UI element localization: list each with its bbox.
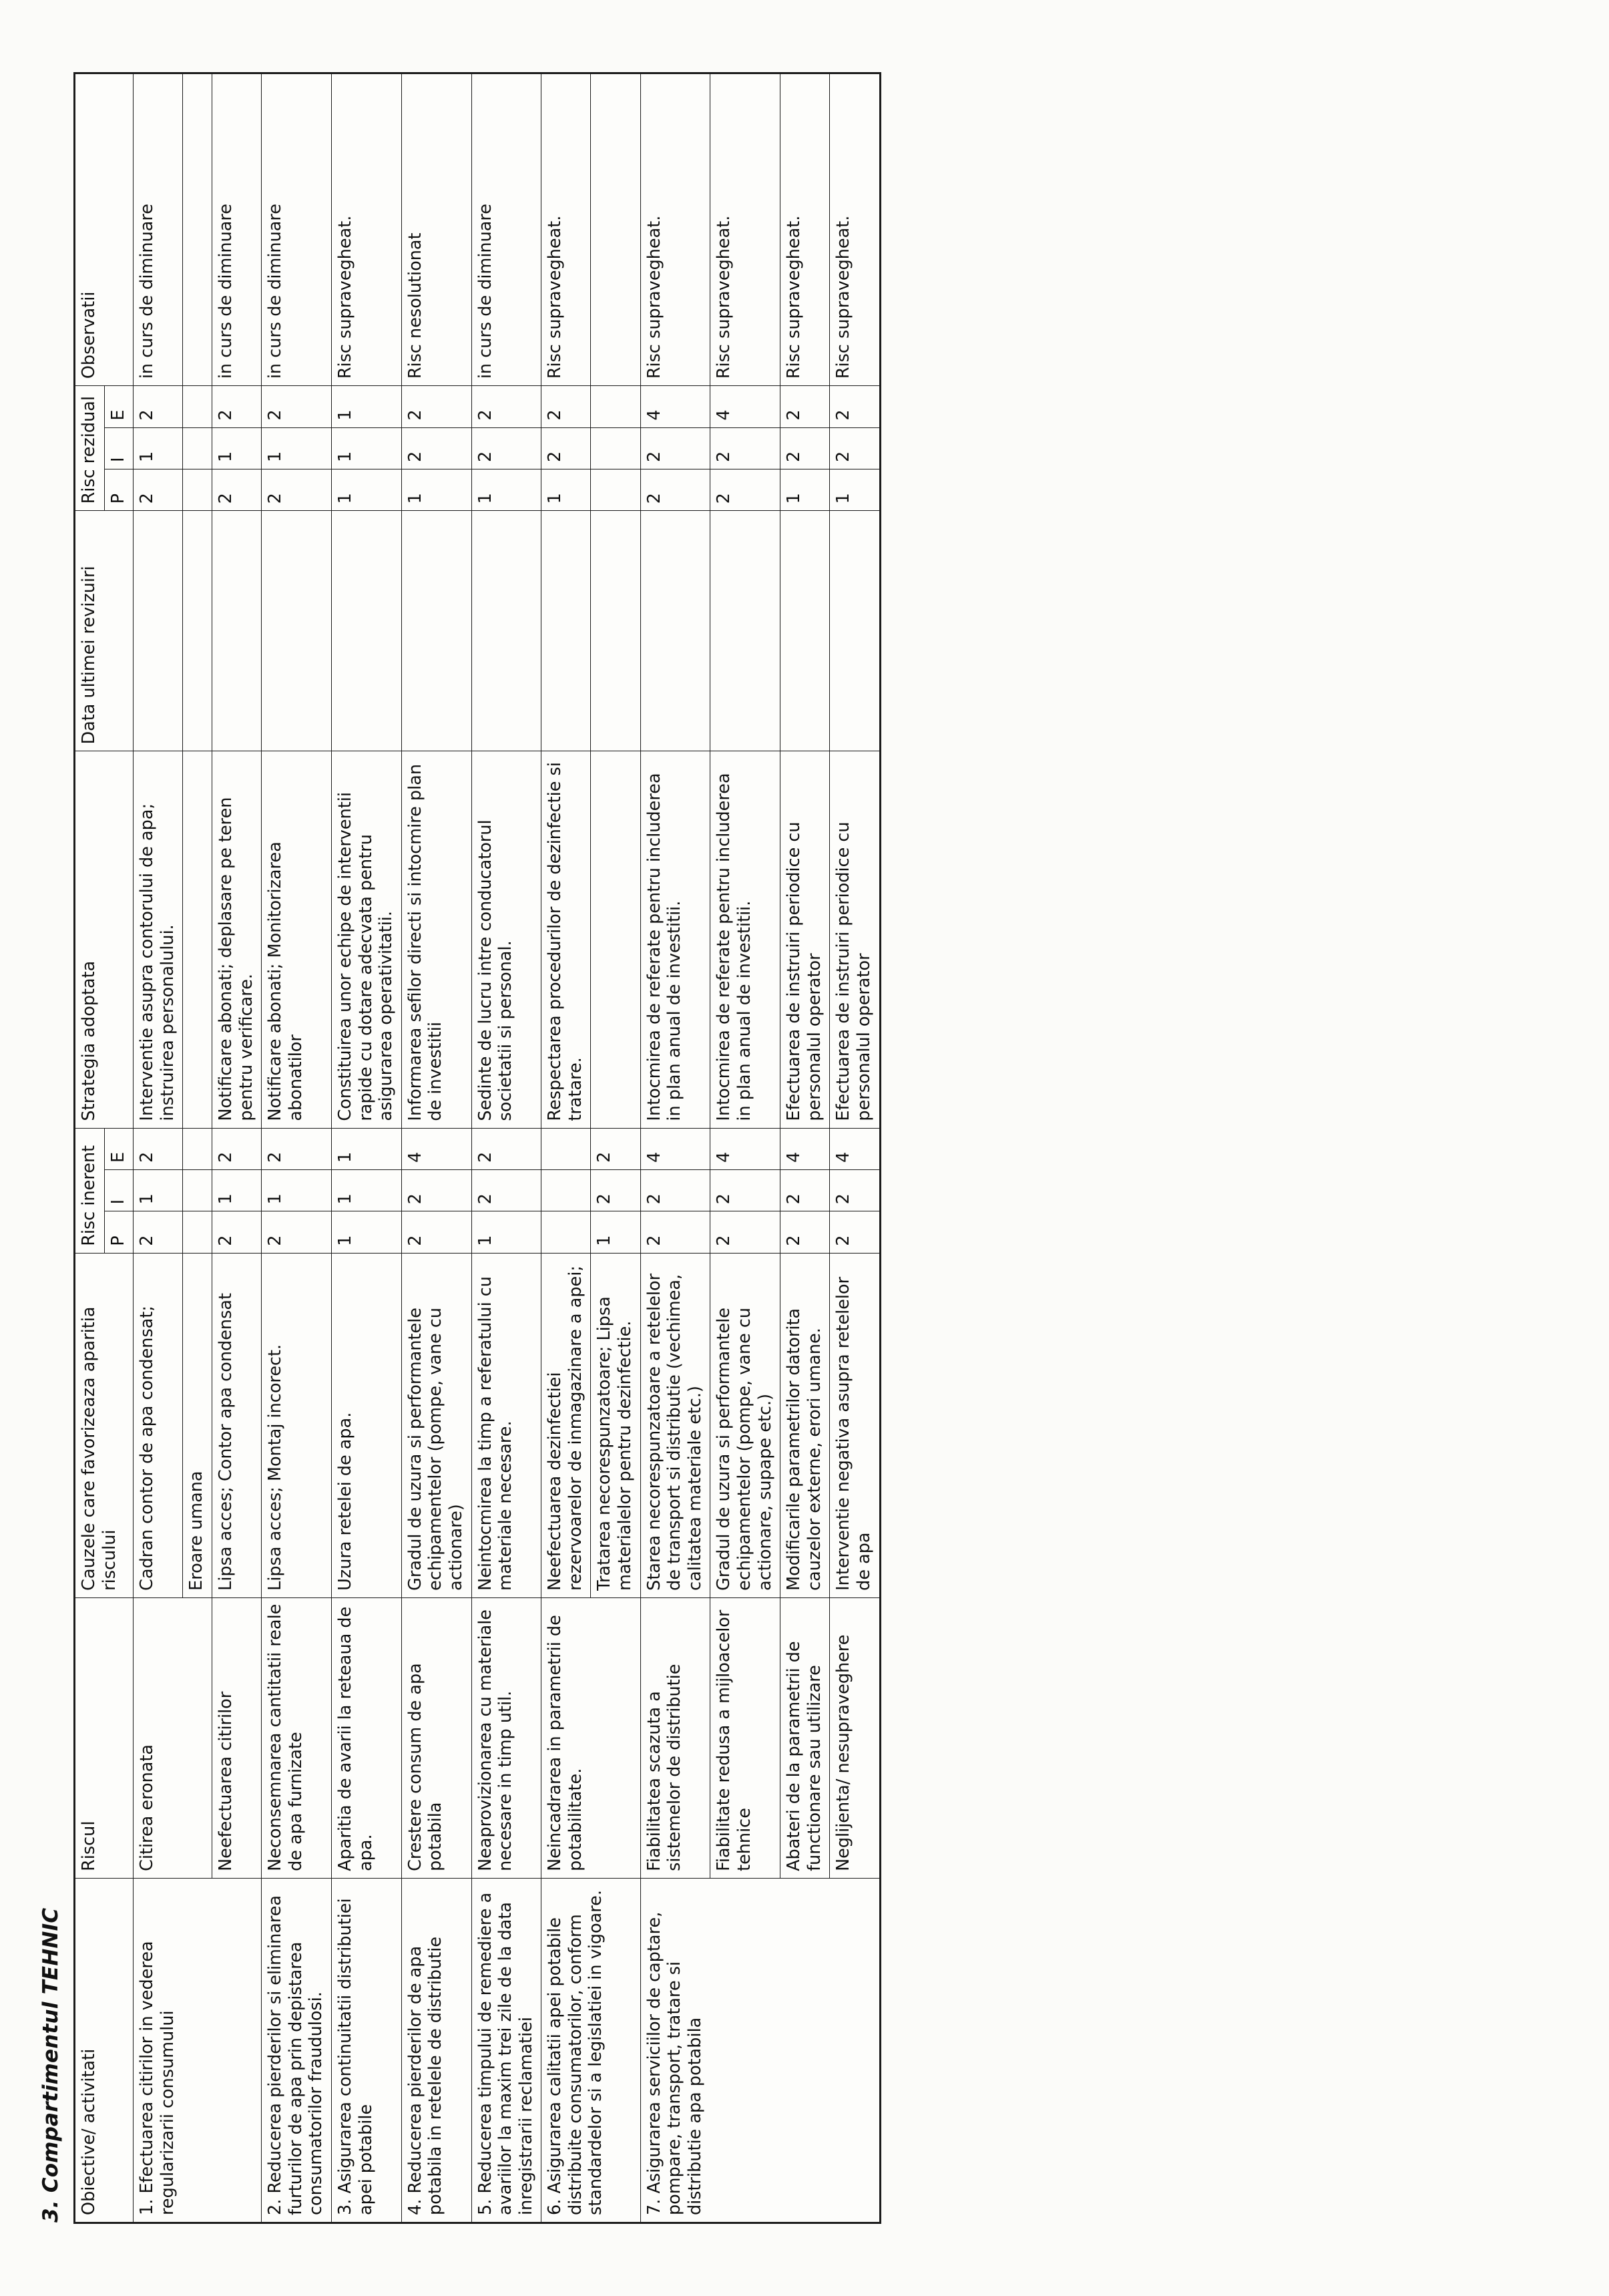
cell-observation: in curs de diminuare (134, 73, 183, 386)
cell-inherent-e: 2 (591, 1128, 640, 1169)
cell-inherent-p: 2 (401, 1211, 471, 1253)
cell-observation: Risc supravegheat. (780, 73, 830, 386)
cell-inherent-e: 2 (471, 1128, 541, 1169)
cell-inherent-i: 2 (640, 1169, 710, 1211)
cell-last-revision (541, 511, 591, 751)
cell-residual-e: 2 (401, 386, 471, 427)
cell-cause: Neintocmirea la timp a referatului cu materiale necesare. (471, 1253, 541, 1597)
cell-inherent-p: 2 (134, 1211, 183, 1253)
cell-last-revision (401, 511, 471, 751)
cell-last-revision (830, 511, 880, 751)
cell-inherent-i: 1 (331, 1169, 401, 1211)
cell-cause: Lipsa acces; Contor apa condensat (212, 1253, 261, 1597)
cell-strategy: Sedinte de lucru intre conducatorul societatii si personal. (471, 751, 541, 1128)
cell-residual-p (183, 469, 212, 511)
cell-inherent-p: 2 (830, 1211, 880, 1253)
cell-objective: 7. Asigurarea serviciilor de captare, pompare, transport, tratare si distributie apa potabila (640, 1878, 880, 2223)
table-row (471, 73, 541, 2223)
cell-risk: Crestere consum de apa potabila (401, 1597, 471, 1878)
cell-strategy: Notificare abonati; deplasare pe teren pentru verificare. (212, 751, 261, 1128)
cell-risk: Citirea eronata (134, 1597, 212, 1878)
cell-observation: Risc nesolutionat (401, 73, 471, 386)
col-header-inherent-p: P (104, 1211, 134, 1253)
cell-residual-e: 2 (134, 386, 183, 427)
cell-objective: 5. Reducerea timpului de remediere a avariilor la maxim trei zile de la data inregistrarii reclamatiei (471, 1878, 541, 2223)
cell-residual-i (591, 427, 640, 469)
cell-strategy: Interventie asupra contorului de apa; instruirea personalului. (134, 751, 183, 1128)
cell-objective: 2. Reducerea pierderilor si eliminarea furturilor de apa prin depistarea consumatorilor fraudulosi. (262, 1878, 332, 2223)
cell-risk: Fiabilitatea scazuta a sistemelor de distributie (640, 1597, 710, 1878)
cell-residual-i (183, 427, 212, 469)
cell-risk: Abateri de la parametrii de functionare sau utilizare (780, 1597, 830, 1878)
cell-residual-e: 2 (830, 386, 880, 427)
cell-inherent-e (541, 1128, 591, 1169)
cell-residual-i: 1 (212, 427, 261, 469)
cell-observation: Risc supravegheat. (331, 73, 401, 386)
col-header-objective: Obiective/ activitati (75, 1878, 134, 2223)
cell-inherent-e: 4 (640, 1128, 710, 1169)
cell-residual-e: 4 (640, 386, 710, 427)
table-row (331, 73, 401, 2223)
table-row (262, 73, 332, 2223)
cell-last-revision (710, 511, 780, 751)
cell-strategy: Intocmirea de referate pentru includerea in plan anual de investitii. (710, 751, 780, 1128)
cell-risk: Neconsemnarea cantitatii reale de apa furnizate (262, 1597, 332, 1878)
cell-inherent-i: 2 (401, 1169, 471, 1211)
cell-residual-e: 2 (471, 386, 541, 427)
cell-last-revision (212, 511, 261, 751)
cell-residual-p: 2 (212, 469, 261, 511)
cell-residual-p: 1 (830, 469, 880, 511)
col-header-observations: Observatii (75, 73, 134, 386)
cell-residual-e (591, 386, 640, 427)
cell-inherent-e: 4 (780, 1128, 830, 1169)
cell-observation: Risc supravegheat. (541, 73, 591, 386)
cell-residual-e: 2 (262, 386, 332, 427)
cell-inherent-i: 2 (591, 1169, 640, 1211)
cell-residual-p: 2 (262, 469, 332, 511)
table-head (75, 73, 134, 2223)
cell-cause: Neefectuarea dezinfectiei rezervoarelor de inmagazinare a apei; (541, 1253, 591, 1597)
cell-last-revision (471, 511, 541, 751)
cell-residual-i: 2 (780, 427, 830, 469)
cell-inherent-e: 2 (134, 1128, 183, 1169)
col-header-last-revision: Data ultimei revizuiri (75, 511, 134, 751)
cell-residual-i: 1 (331, 427, 401, 469)
cell-residual-p (591, 469, 640, 511)
cell-inherent-p (183, 1211, 212, 1253)
table-row (640, 73, 710, 2223)
cell-strategy (591, 751, 640, 1128)
cell-residual-p: 1 (541, 469, 591, 511)
cell-observation (183, 73, 212, 386)
cell-risk: Neefectuarea citirilor (212, 1597, 261, 1878)
cell-cause: Interventie negativa asupra retelelor de apa (830, 1253, 880, 1597)
cell-observation: Risc supravegheat. (640, 73, 710, 386)
cell-residual-p: 1 (401, 469, 471, 511)
col-header-residual-p: P (104, 469, 134, 511)
cell-inherent-e: 4 (710, 1128, 780, 1169)
cell-residual-p: 1 (471, 469, 541, 511)
cell-risk: Aparitia de avarii la reteaua de apa. (331, 1597, 401, 1878)
cell-cause: Tratarea necorespunzatoare; Lipsa materialelor pentru dezinfectie. (591, 1253, 640, 1597)
cell-cause: Gradul de uzura si performantele echipamentelor (pompe, vane cu actionare, supape etc.) (710, 1253, 780, 1597)
cell-last-revision (183, 511, 212, 751)
cell-last-revision (331, 511, 401, 751)
cell-strategy: Efectuarea de instruiri periodice cu personalul operator (780, 751, 830, 1128)
cell-inherent-e: 1 (331, 1128, 401, 1169)
cell-inherent-e: 2 (262, 1128, 332, 1169)
col-header-strategy: Strategia adoptata (75, 751, 134, 1128)
cell-strategy: Informarea sefilor directi si intocmire plan de investitii (401, 751, 471, 1128)
cell-last-revision (134, 511, 183, 751)
cell-risk: Neglijenta/ nesupraveghere (830, 1597, 880, 1878)
cell-last-revision (640, 511, 710, 751)
document-body (39, 40, 881, 2224)
table-row (401, 73, 471, 2223)
cell-inherent-i: 2 (780, 1169, 830, 1211)
table-row (541, 73, 591, 2223)
cell-inherent-i (183, 1169, 212, 1211)
cell-inherent-e (183, 1128, 212, 1169)
cell-inherent-p: 2 (640, 1211, 710, 1253)
cell-inherent-p: 2 (780, 1211, 830, 1253)
cell-inherent-e: 4 (830, 1128, 880, 1169)
col-header-inherent-i: I (104, 1169, 134, 1211)
cell-residual-p: 2 (134, 469, 183, 511)
cell-observation: Risc supravegheat. (710, 73, 780, 386)
cell-residual-e: 2 (212, 386, 261, 427)
cell-cause: Lipsa acces; Montaj incorect. (262, 1253, 332, 1597)
cell-strategy: Intocmirea de referate pentru includerea in plan anual de investitii. (640, 751, 710, 1128)
cell-inherent-p: 2 (710, 1211, 780, 1253)
cell-residual-p: 1 (331, 469, 401, 511)
col-header-residual-e: E (104, 386, 134, 427)
cell-residual-p: 1 (780, 469, 830, 511)
cell-cause: Modificarile parametrilor datorita cauzelor externe, erori umane. (780, 1253, 830, 1597)
cell-inherent-p: 1 (331, 1211, 401, 1253)
cell-inherent-i: 2 (830, 1169, 880, 1211)
cell-residual-i: 2 (710, 427, 780, 469)
cell-risk: Neincadrarea in parametrii de potabilitate. (541, 1597, 640, 1878)
cell-residual-p: 2 (710, 469, 780, 511)
col-header-inherent-risk: Risc inerent (75, 1128, 105, 1253)
cell-residual-i: 2 (541, 427, 591, 469)
cell-objective: 6. Asigurarea calitatii apei potabile distribuite consumatorilor, conform standardelor si a legislatiei in vigoare. (541, 1878, 640, 2223)
cell-cause: Eroare umana (183, 1253, 212, 1597)
cell-strategy: Notificare abonati; Monitorizarea abonatilor (262, 751, 332, 1128)
cell-residual-i: 2 (640, 427, 710, 469)
cell-last-revision (591, 511, 640, 751)
col-header-risk: Riscul (75, 1597, 134, 1878)
cell-residual-e (183, 386, 212, 427)
cell-residual-e: 2 (541, 386, 591, 427)
cell-cause: Starea necorespunzatoare a retelelor de transport si distributie (vechimea, calitatea materiale etc.) (640, 1253, 710, 1597)
cell-last-revision (262, 511, 332, 751)
cell-inherent-i: 2 (471, 1169, 541, 1211)
cell-inherent-p (541, 1211, 591, 1253)
section-title: 3. Compartimentul TEHNIC (39, 1907, 63, 2223)
cell-inherent-e: 4 (401, 1128, 471, 1169)
cell-residual-e: 4 (710, 386, 780, 427)
risk-register-table (73, 72, 881, 2224)
col-header-inherent-e: E (104, 1128, 134, 1169)
cell-observation: in curs de diminuare (471, 73, 541, 386)
cell-residual-i: 2 (830, 427, 880, 469)
cell-observation (591, 73, 640, 386)
cell-inherent-p: 1 (591, 1211, 640, 1253)
cell-cause: Uzura retelei de apa. (331, 1253, 401, 1597)
cell-inherent-p: 2 (212, 1211, 261, 1253)
cell-risk: Fiabilitate redusa a mijloacelor tehnice (710, 1597, 780, 1878)
cell-residual-p: 2 (640, 469, 710, 511)
cell-residual-i: 2 (401, 427, 471, 469)
cell-cause: Cadran contor de apa condensat; (134, 1253, 183, 1597)
cell-inherent-i: 1 (262, 1169, 332, 1211)
cell-residual-e: 1 (331, 386, 401, 427)
cell-residual-e: 2 (780, 386, 830, 427)
cell-last-revision (780, 511, 830, 751)
cell-risk: Neaprovizionarea cu materiale necesare in timp util. (471, 1597, 541, 1878)
cell-inherent-i: 1 (212, 1169, 261, 1211)
cell-inherent-p: 1 (471, 1211, 541, 1253)
header-row-main (75, 73, 105, 2223)
col-header-causes: Cauzele care favorizeaza aparitia riscului (75, 1253, 134, 1597)
cell-objective: 4. Reducerea pierderilor de apa potabila in retelele de distributie (401, 1878, 471, 2223)
cell-observation: in curs de diminuare (262, 73, 332, 386)
cell-observation: in curs de diminuare (212, 73, 261, 386)
cell-strategy (183, 751, 212, 1128)
cell-objective: 1. Efectuarea citirilor in vederea regularizarii consumului (134, 1878, 262, 2223)
cell-inherent-i: 1 (134, 1169, 183, 1211)
cell-inherent-p: 2 (262, 1211, 332, 1253)
cell-inherent-i (541, 1169, 591, 1211)
cell-strategy: Constituirea unor echipe de interventii rapide cu dotare adecvata pentru asigurarea operativitatii. (331, 751, 401, 1128)
cell-inherent-e: 2 (212, 1128, 261, 1169)
table-body (134, 73, 880, 2223)
cell-strategy: Efectuarea de instruiri periodice cu personalul operator (830, 751, 880, 1128)
cell-residual-i: 2 (471, 427, 541, 469)
cell-strategy: Respectarea procedurilor de dezinfectie si tratare. (541, 751, 591, 1128)
col-header-residual-risk: Risc rezidual (75, 386, 105, 511)
cell-inherent-i: 2 (710, 1169, 780, 1211)
cell-objective: 3. Asigurarea continuitatii distributiei apei potabile (331, 1878, 401, 2223)
col-header-residual-i: I (104, 427, 134, 469)
table-row (134, 73, 183, 2223)
cell-residual-i: 1 (262, 427, 332, 469)
cell-observation: Risc supravegheat. (830, 73, 880, 386)
cell-residual-i: 1 (134, 427, 183, 469)
cell-cause: Gradul de uzura si performantele echipamentelor (pompe, vane cu actionare) (401, 1253, 471, 1597)
